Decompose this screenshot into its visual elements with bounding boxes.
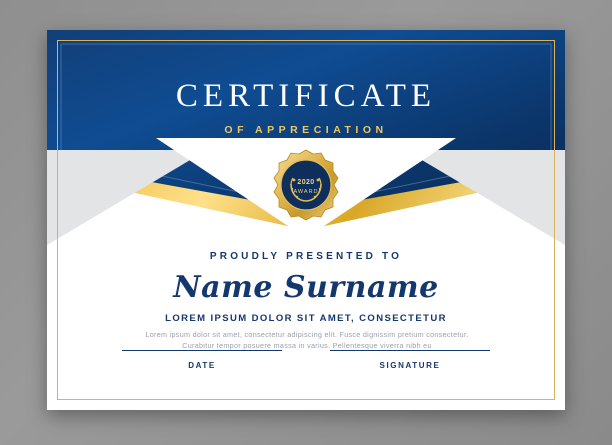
- date-label: DATE: [188, 361, 216, 370]
- seal-year: 2020: [297, 179, 315, 186]
- signature-label: SIGNATURE: [379, 361, 441, 370]
- seal-graphic: [269, 148, 343, 222]
- certificate-title: CERTIFICATE: [175, 78, 437, 114]
- award-seal: [269, 148, 343, 222]
- presented-to-label: PROUDLY PRESENTED TO: [209, 251, 403, 262]
- signature-block-signature: [330, 350, 490, 370]
- certificate-body-text: Lorem ipsum dolor sit amet, consectetur adipiscing elit. Fusce dignissim pretium consectetur. Curabitur tempor posuere massa in varius. Pellentesque viverra nibh eu: [145, 330, 469, 350]
- certificate-tagline: LOREM IPSUM DOLOR SIT AMET, CONSECTETUR: [165, 313, 447, 324]
- signature-line-signature: [330, 350, 490, 351]
- seal-award-label: AWARD: [293, 189, 319, 195]
- certificate-subtitle: OF APPRECIATION: [224, 124, 388, 136]
- signature-line-date: [122, 350, 282, 351]
- recipient-name: Name Surname: [173, 270, 439, 305]
- certificate-document: [47, 30, 565, 410]
- signature-block-date: [122, 350, 282, 370]
